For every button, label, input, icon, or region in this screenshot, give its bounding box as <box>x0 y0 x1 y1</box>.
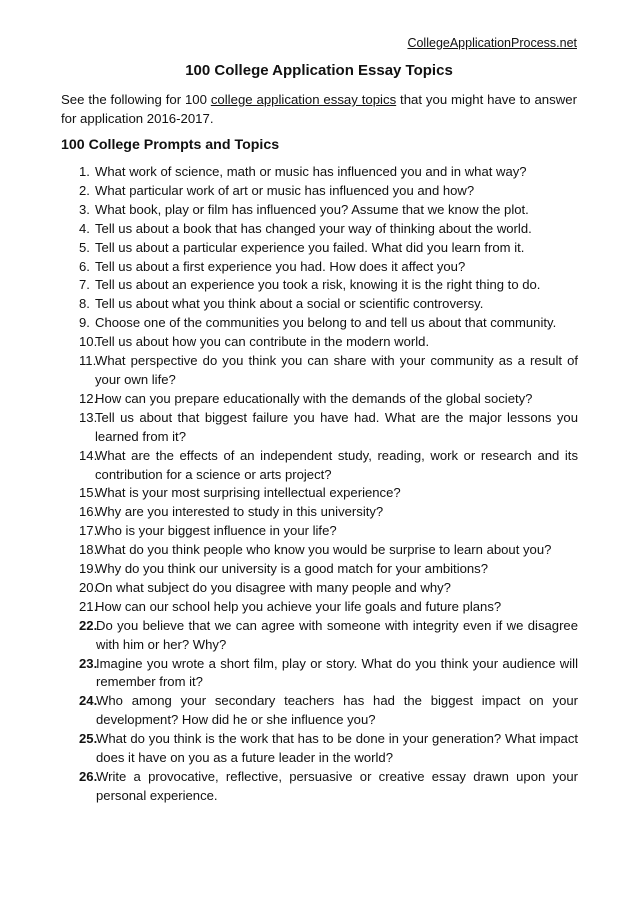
item-text: Tell us about a particular experience you failed. What did you learn from it. <box>95 239 525 255</box>
item-text: What do you think is the work that has to be done in your generation? What impact does it have on you as a future leader in the world? <box>96 731 578 766</box>
list-item <box>79 333 578 352</box>
item-number: 23. <box>79 655 98 671</box>
item-text: Tell us about how you can contribute in the modern world. <box>95 334 430 350</box>
item-number: 15. <box>79 485 98 501</box>
list-item <box>79 163 578 182</box>
list-item <box>79 409 578 447</box>
section-heading: 100 College Prompts and Topics <box>61 137 280 153</box>
item-text: Tell us about a first experience you had. How does it affect you? <box>95 258 466 274</box>
item-text: Tell us about a book that has changed your way of thinking about the world. <box>95 220 532 236</box>
list-item <box>79 390 578 409</box>
item-text: How can you prepare educationally with the demands of the global society? <box>95 390 533 406</box>
list-item <box>79 692 578 730</box>
item-number: 17. <box>79 523 98 539</box>
item-number: 25. <box>79 731 98 747</box>
document-title: 100 College Application Essay Topics <box>185 62 453 79</box>
topics-link[interactable]: college application essay topics <box>210 92 397 107</box>
list-item <box>79 314 578 333</box>
intro-text-before: See the following for 100 <box>61 92 211 107</box>
item-number: 20. <box>79 579 98 595</box>
list-item <box>79 730 578 768</box>
item-text: What book, play or film has influenced you? Assume that we know the plot. <box>95 201 529 217</box>
item-number: 4. <box>79 220 90 236</box>
item-number: 6. <box>79 258 90 274</box>
list-item <box>79 617 578 655</box>
item-number: 2. <box>79 182 90 198</box>
list-item <box>79 182 578 201</box>
item-text: Why do you think our university is a good match for your ambitions? <box>95 561 488 577</box>
list-item <box>79 503 578 522</box>
list-item <box>79 239 578 258</box>
item-text: What is your most surprising intellectual experience? <box>95 485 401 501</box>
list-item <box>79 768 578 806</box>
list-item <box>79 258 578 277</box>
item-text: Who is your biggest influence in your life? <box>95 523 337 539</box>
item-number: 18. <box>79 542 98 558</box>
item-number: 22. <box>79 617 98 633</box>
list-item <box>79 522 578 541</box>
item-number: 26. <box>79 769 98 784</box>
item-text: On what subject do you disagree with many people and why? <box>95 579 451 595</box>
item-text: What work of science, math or music has influenced you and in what way? <box>95 164 527 179</box>
item-text: Why are you interested to study in this university? <box>95 504 384 520</box>
item-text: Do you believe that we can agree with someone with integrity even if we disagree with him or her? Why? <box>96 617 578 652</box>
item-text: Imagine you wrote a short film, play or story. What do you think your audience will remember from it? <box>96 655 578 690</box>
item-number: 16. <box>79 504 98 520</box>
item-number: 24. <box>79 693 98 709</box>
item-number: 13. <box>79 409 98 425</box>
item-text: What perspective do you think you can share with your community as a result of your own life? <box>95 353 578 387</box>
list-item <box>79 447 578 485</box>
intro-paragraph <box>61 90 577 128</box>
topic-list <box>79 163 578 806</box>
item-number: 19. <box>79 561 98 577</box>
item-number: 8. <box>79 296 90 312</box>
item-text: Tell us about an experience you took a risk, knowing it is the right thing to do. <box>95 277 541 293</box>
item-text: Choose one of the communities you belong to and tell us about that community. <box>95 315 557 331</box>
list-item <box>79 655 578 693</box>
item-text: What are the effects of an independent study, reading, work or research and its contribution for a science or arts project? <box>95 447 578 482</box>
list-item <box>79 295 578 314</box>
list-item <box>79 484 578 503</box>
list-item <box>79 352 578 390</box>
item-number: 5. <box>79 239 90 255</box>
item-text: Who among your secondary teachers has had the biggest impact on your development? How did he or she influence you? <box>96 693 578 728</box>
list-item <box>79 276 578 295</box>
item-number: 3. <box>79 201 90 217</box>
item-number: 1. <box>79 164 90 179</box>
list-item <box>79 541 578 560</box>
item-number: 11. <box>79 353 97 369</box>
item-number: 9. <box>79 315 90 331</box>
item-text: What do you think people who know you would be surprise to learn about you? <box>95 542 552 558</box>
item-number: 12. <box>79 390 98 406</box>
item-text: Tell us about what you think about a social or scientific controversy. <box>95 296 484 312</box>
list-item <box>79 220 578 239</box>
item-number: 21. <box>79 598 98 614</box>
site-link[interactable]: CollegeApplicationProcess.net <box>407 36 577 50</box>
item-text: Tell us about that biggest failure you have had. What are the major lessons you learned from it? <box>95 409 578 444</box>
list-item <box>79 598 578 617</box>
list-item <box>79 201 578 220</box>
list-item <box>79 560 578 579</box>
item-text: Write a provocative, reflective, persuasive or creative essay drawn upon your personal experience. <box>96 769 578 803</box>
item-text: What particular work of art or music has influenced you and how? <box>95 182 475 198</box>
item-number: 14. <box>79 447 98 463</box>
list-item <box>79 579 578 598</box>
item-number: 10. <box>79 334 98 350</box>
item-text: How can our school help you achieve your life goals and future plans? <box>95 598 502 614</box>
intro-text-after: that you might have to answer for application 2016-2017. <box>61 92 577 126</box>
item-number: 7. <box>79 277 90 293</box>
